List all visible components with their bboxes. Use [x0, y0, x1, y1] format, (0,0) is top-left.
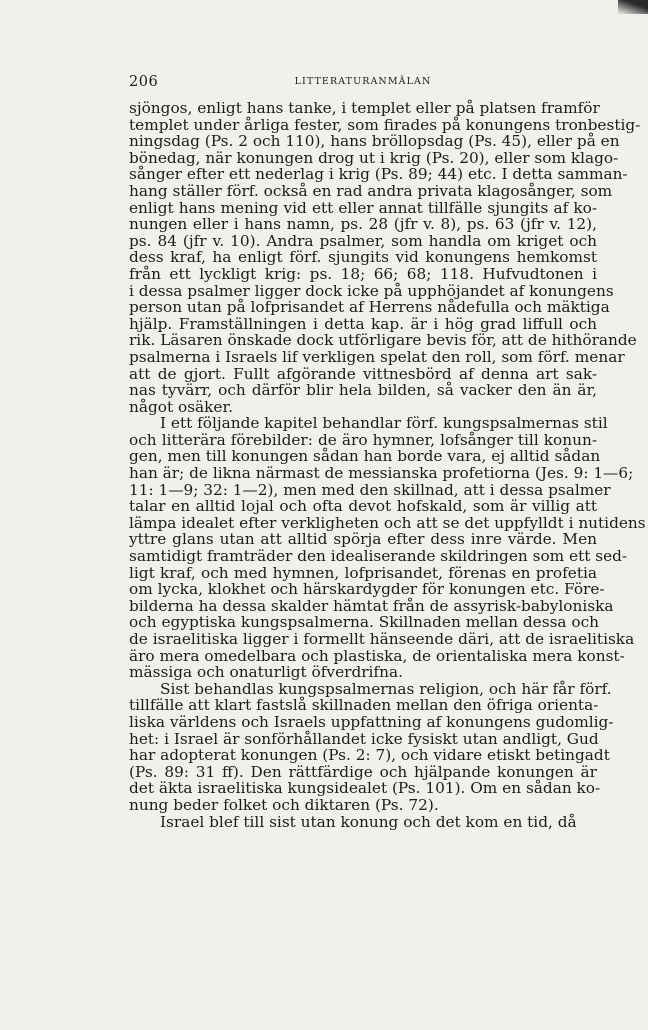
text-line: I ett följande kapitel behandlar förf. kungspsalmernas stil: [160, 414, 608, 433]
text-line: sånger efter ett nederlag i krig (Ps. 89; 44) etc. I detta samman-: [129, 165, 628, 184]
text-line: sjöngos, enligt hans tanke, i templet eller på platsen framför: [129, 99, 600, 117]
text-line: om lycka, klokhet och härskardygder för konungen etc. Före-: [129, 580, 605, 599]
text-line: mässiga och onaturligt öfverdrifna.: [129, 663, 403, 682]
text-line: Israel blef till sist utan konung och det kom en tid, då: [160, 812, 577, 831]
text-line: psalmerna i Israels lif verkligen spelat den roll, som förf. menar: [129, 347, 625, 366]
text-line: enligt hans mening vid ett eller annat tillfälle sjungits af ko-: [129, 198, 597, 217]
text-line: och egyptiska kungspsalmerna. Skillnaden mellan dessa och: [129, 613, 600, 632]
text-line: bönedag, när konungen drog ut i krig (Ps. 20), eller som klago-: [129, 148, 619, 167]
text-line: het: i Israel är sonförhållandet icke fysiskt utan andligt, Gud: [129, 729, 599, 748]
text-line: liska världens och Israels uppfattning af konungens gudomlig-: [129, 712, 614, 731]
text-line: har adopterat konungen (Ps. 2: 7), och vidare etiskt betingadt: [129, 746, 610, 765]
text-line: yttre glans utan att alltid spörja efter dess inre värde. Men: [129, 530, 597, 549]
paragraph: [129, 99, 641, 416]
text-line: äro mera omedelbara och plastiska, de orientaliska mera konst-: [129, 646, 625, 665]
text-line: lämpa idealet efter verkligheten och att se det uppfylldt i nutidens: [129, 513, 646, 532]
text-line: nung beder folket och diktaren (Ps. 72).: [129, 795, 439, 814]
text-line: rik. Läsaren önskade dock utförligare bevis för, att de hithörande: [129, 331, 637, 350]
page-corner-shadow: [618, 0, 648, 14]
text-line: och litterära förebilder: de äro hymner, lofsånger till konun-: [129, 430, 597, 449]
paragraph: [129, 814, 597, 831]
text-line: hjälp. Framställningen i detta kap. är i hög grad liffull och: [129, 314, 597, 333]
text-line: bilderna ha dessa skalder hämtat från de assyrisk-babyloniska: [129, 596, 614, 615]
text-line: templet under årliga fester, som firades på konungens tronbestig-: [129, 115, 641, 134]
text-line: (Ps. 89: 31 ff). Den rättfärdige och hjälpande konungen är: [129, 762, 597, 781]
text-line: ps. 84 (jfr v. 10). Andra psalmer, som handla om kriget och: [129, 231, 597, 250]
text-line: ligt kraf, och med hymnen, lofprisandet, förenas en profetia: [129, 563, 597, 582]
text-line: Sist behandlas kungspsalmernas religion, och här får förf.: [160, 679, 612, 698]
text-line: talar en alltid lojal och ofta devot hofskald, som är villig att: [129, 497, 597, 516]
text-line: att de gjort. Fullt afgörande vittnesbörd af denna art sak-: [129, 364, 597, 383]
text-line: samtidigt framträder den idealiserande skildringen som ett sed-: [129, 547, 628, 566]
page-header: [129, 74, 597, 92]
text-line: hang ställer förf. också en rad andra privata klagosånger, som: [129, 181, 613, 200]
paragraph: [129, 679, 614, 814]
text-line: han är; de likna närmast de messianska profetiorna (Jes. 9: 1—6;: [129, 464, 634, 483]
text-line: nas tyvärr, och därför blir hela bilden, så vacker den än är,: [129, 381, 597, 400]
text-line: i dessa psalmer ligger dock icke på upphöjandet af konungens: [129, 281, 614, 300]
text-line: nungen eller i hans namn, ps. 28 (jfr v. 8), ps. 63 (jfr v. 12),: [129, 215, 597, 234]
text-line: de israelitiska ligger i formellt hänseende däri, att de israelitiska: [129, 630, 635, 648]
text-line: något osäker.: [129, 397, 233, 416]
text-line: person utan på lofprisandet af Herrens nådefulla och mäktiga: [129, 298, 610, 317]
page-number: 206: [129, 74, 159, 90]
text-line: 11: 1—9; 32: 1—2), men med den skillnad, att i dessa psalmer: [129, 480, 611, 499]
text-line: det äkta israelitiska kungsidealet (Ps. 101). Om en sådan ko-: [129, 779, 601, 798]
text-line: dess kraf, ha enligt förf. sjungits vid konungens hemkomst: [129, 248, 597, 267]
body-text: [129, 99, 646, 831]
paragraph: [129, 414, 646, 682]
text-line: gen, men till konungen sådan han borde vara, ej alltid sådan: [129, 447, 601, 466]
running-head: LITTERATURANMÄLAN: [294, 76, 432, 87]
text-line: tillfälle att klart fastslå skillnaden mellan den öfriga orienta-: [129, 696, 599, 715]
text-line: ningsdag (Ps. 2 och 110), hans bröllopsdag (Ps. 45), eller på en: [129, 132, 620, 151]
text-line: från ett lyckligt krig: ps. 18; 66; 68; 118. Hufvudtonen i: [129, 264, 597, 283]
